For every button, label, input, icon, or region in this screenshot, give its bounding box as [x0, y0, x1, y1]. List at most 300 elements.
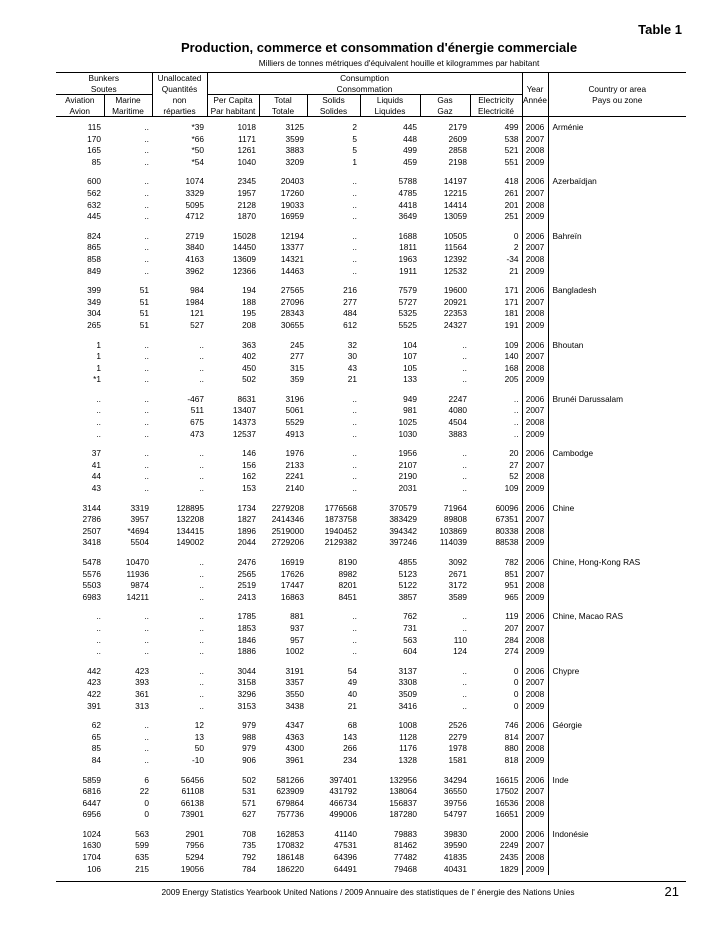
table-cell: 4504 [448, 417, 467, 428]
table-cell: 21 [347, 374, 357, 385]
year-cell: 2008 [522, 743, 548, 755]
table-cell: 115 [87, 122, 101, 132]
country-cell-empty [548, 351, 686, 363]
table-cell: .. [144, 634, 149, 645]
table-cell: 27 [509, 459, 519, 470]
country-name: Géorgie [548, 712, 686, 732]
table-cell: 4913 [285, 428, 304, 439]
country-cell-empty [548, 537, 686, 549]
table-cell: 124 [453, 646, 467, 657]
table-cell: 527 [190, 319, 204, 330]
country-cell-empty [548, 646, 686, 658]
table-cell: 2241 [285, 471, 304, 482]
table-row [56, 840, 686, 852]
page-subtitle: Milliers de tonnes métriques d'équivalent houille et kilogrammes par habitant [258, 58, 540, 68]
table-cell: 28343 [280, 308, 304, 319]
table-cell: 1008 [398, 720, 417, 731]
table-cell: 4418 [398, 199, 417, 210]
table-row [56, 417, 686, 429]
table-cell: 8982 [338, 568, 357, 579]
table-row [56, 712, 686, 732]
table-cell: 19033 [280, 199, 304, 210]
table-cell: 245 [290, 339, 304, 350]
table-cell: .. [144, 611, 149, 622]
table-cell: 17447 [280, 580, 304, 591]
table-cell: 274 [504, 646, 519, 657]
table-cell: 2179 [448, 122, 467, 132]
table-cell: 39830 [443, 828, 467, 839]
table-cell: .. [199, 688, 204, 699]
year-cell: 2008 [522, 580, 548, 592]
table-cell: 1128 [399, 731, 417, 742]
table-cell: 361 [135, 688, 149, 699]
country-cell-empty [548, 635, 686, 647]
country-cell-empty [548, 363, 686, 375]
table-cell: 3357 [285, 677, 304, 688]
table-cell: 6956 [82, 809, 101, 820]
table-row [56, 134, 686, 146]
table-cell: 41140 [334, 828, 357, 839]
year-cell: 2009 [522, 864, 548, 876]
header-liquids: Liquids [360, 95, 420, 106]
table-cell: .. [199, 591, 204, 602]
table-cell: 5325 [398, 308, 417, 319]
table-row [56, 495, 686, 515]
country-group [56, 603, 686, 657]
table-cell: 1 [96, 351, 101, 362]
header-electricite: Electricité [470, 106, 522, 117]
table-cell: .. [144, 242, 149, 253]
table-cell: .. [462, 471, 467, 482]
table-cell: .. [352, 211, 357, 222]
table-cell: 85 [91, 743, 101, 754]
table-cell: 8631 [237, 393, 256, 404]
table-cell: 85 [91, 156, 101, 167]
table-row [56, 569, 686, 581]
header-marine: Marine [104, 95, 152, 106]
year-cell: 2007 [522, 405, 548, 417]
table-cell: 153 [242, 483, 256, 494]
table-cell: 1704 [82, 852, 101, 863]
table-cell: 162853 [276, 828, 304, 839]
table-row [56, 188, 686, 200]
table-cell: .. [144, 351, 149, 362]
table-row [56, 145, 686, 157]
table-cell: .. [144, 483, 149, 494]
table-cell: 9874 [130, 580, 149, 591]
table-cell: 13609 [232, 253, 256, 264]
header-consommation: Consommation [207, 84, 522, 95]
table-cell: .. [144, 339, 149, 350]
country-cell-empty [548, 242, 686, 254]
table-cell: 563 [403, 634, 417, 645]
table-cell: 16536 [495, 797, 519, 808]
table-cell: 679864 [276, 797, 304, 808]
country-group [56, 821, 686, 875]
table-cell: 3438 [285, 700, 304, 711]
year-cell: 2007 [522, 242, 548, 254]
table-cell: .. [144, 187, 149, 198]
header-quantites: Quantités [152, 84, 207, 95]
year-cell: 2006 [522, 117, 548, 134]
table-cell: 782 [504, 557, 519, 567]
table-cell: 3883 [448, 428, 467, 439]
table-cell: .. [96, 646, 101, 657]
country-cell-empty [548, 200, 686, 212]
table-cell: 1911 [399, 265, 417, 276]
table-cell: 3044 [237, 665, 256, 676]
table-cell: 442 [87, 665, 101, 676]
table-row [56, 514, 686, 526]
table-cell: 3196 [285, 393, 304, 404]
table-cell: 104 [403, 339, 417, 350]
table-cell: 4712 [185, 211, 204, 222]
table-cell: 51 [139, 308, 149, 319]
country-group [56, 223, 686, 277]
table-cell: .. [352, 448, 357, 459]
table-cell: .. [352, 176, 357, 187]
table-cell: 3416 [398, 700, 417, 711]
table-cell: 423 [135, 665, 149, 676]
table-cell: 13377 [280, 242, 304, 253]
year-cell: 2007 [522, 351, 548, 363]
country-name: Chypre [548, 658, 686, 678]
country-group [56, 332, 686, 386]
table-row [56, 537, 686, 549]
table-cell: 132956 [389, 774, 417, 785]
table-cell: 5727 [398, 296, 417, 307]
country-cell-empty [548, 840, 686, 852]
table-cell: .. [144, 199, 149, 210]
table-cell: .. [144, 405, 149, 416]
year-cell: 2007 [522, 677, 548, 689]
table-cell: 979 [242, 743, 256, 754]
table-cell: 12215 [443, 187, 467, 198]
table-cell: 746 [504, 720, 519, 731]
table-cell: 2786 [82, 514, 101, 525]
table-cell: 4347 [285, 720, 304, 731]
table-cell: 79468 [393, 863, 417, 874]
table-cell: 5061 [285, 405, 304, 416]
table-cell: .. [462, 362, 467, 373]
table-row [56, 332, 686, 352]
country-cell-empty [548, 701, 686, 713]
table-cell: 0 [144, 809, 149, 820]
table-row [56, 798, 686, 810]
table-cell: 149002 [176, 537, 204, 548]
table-cell: 2671 [448, 568, 467, 579]
year-cell: 2008 [522, 308, 548, 320]
country-cell-empty [548, 460, 686, 472]
country-cell-empty [548, 483, 686, 495]
table-cell: 2249 [500, 840, 519, 851]
table-cell: 5529 [285, 417, 304, 428]
table-cell: 1829 [500, 863, 519, 874]
table-cell: 216 [343, 285, 357, 296]
table-cell: 128895 [176, 502, 204, 513]
table-cell: 109 [504, 339, 519, 350]
table-cell: 2031 [398, 483, 417, 494]
country-cell-empty [548, 677, 686, 689]
table-cell: 5788 [398, 176, 417, 187]
country-cell-empty [548, 798, 686, 810]
country-cell-empty [548, 417, 686, 429]
table-cell: 1040 [237, 156, 256, 167]
header-bunkers: Bunkers [88, 73, 119, 83]
table-row [56, 405, 686, 417]
table-cell: 4163 [185, 253, 204, 264]
table-row [56, 266, 686, 278]
table-cell: 599 [135, 840, 149, 851]
table-cell: .. [352, 428, 357, 439]
table-row [56, 242, 686, 254]
table-cell: 8201 [338, 580, 357, 591]
table-cell: 24327 [443, 319, 467, 330]
table-row [56, 386, 686, 406]
year-cell: 2009 [522, 537, 548, 549]
table-cell: 3153 [237, 700, 256, 711]
table-cell: 1811 [399, 242, 417, 253]
table-cell: .. [352, 405, 357, 416]
header-electricity: Electricity [470, 95, 522, 106]
table-cell: 0 [144, 797, 149, 808]
table-cell: 47531 [333, 840, 357, 851]
table-cell: 186220 [276, 863, 304, 874]
table-cell: 612 [343, 319, 357, 330]
table-cell: 65 [91, 731, 101, 742]
table-cell: 17502 [495, 786, 519, 797]
header-par-habitant: Par habitant [207, 106, 259, 117]
year-cell: 2006 [522, 767, 548, 787]
table-cell: 2413 [237, 591, 256, 602]
table-row [56, 592, 686, 604]
table-cell: .. [96, 393, 101, 404]
country-name: Chine [548, 495, 686, 515]
table-cell: 16959 [280, 211, 304, 222]
table-cell: 215 [135, 863, 149, 874]
table-cell: 234 [343, 754, 357, 765]
table-cell: 168 [504, 362, 519, 373]
table-cell: 0 [513, 677, 519, 688]
table-cell: 16615 [495, 774, 519, 785]
year-cell: 2009 [522, 701, 548, 713]
table-cell: .. [144, 253, 149, 264]
table-cell: 459 [403, 156, 417, 167]
table-cell: .. [96, 611, 101, 622]
table-cell: .. [352, 253, 357, 264]
table-cell: 0 [513, 230, 519, 241]
table-cell: 979 [242, 720, 256, 731]
table-cell: 5095 [185, 199, 204, 210]
country-cell-empty [548, 526, 686, 538]
year-cell: 2006 [522, 549, 548, 569]
table-cell: 10470 [125, 557, 149, 567]
table-cell: .. [462, 448, 467, 459]
header-annee: Année [523, 95, 548, 106]
year-cell: 2007 [522, 134, 548, 146]
table-cell: 2519000 [271, 525, 304, 536]
header-avion: Avion [56, 106, 104, 117]
table-cell: 1074 [185, 176, 204, 187]
table-cell: 1024 [82, 828, 101, 839]
table-cell: 2565 [237, 568, 256, 579]
table-cell: 133 [403, 374, 417, 385]
country-cell-empty [548, 755, 686, 767]
country-group [56, 549, 686, 603]
table-cell: .. [352, 459, 357, 470]
table-cell: .. [96, 634, 101, 645]
table-cell: 14321 [280, 253, 304, 264]
table-cell: 30655 [280, 319, 304, 330]
table-cell: 62 [91, 720, 101, 731]
table-cell: 73901 [180, 809, 204, 820]
table-cell: 188 [242, 296, 256, 307]
table-cell: .. [144, 448, 149, 459]
country-group [56, 386, 686, 440]
table-cell: 3172 [448, 580, 467, 591]
table-cell: 2345 [237, 176, 256, 187]
table-cell: 2729206 [271, 537, 304, 548]
table-cell: 13407 [232, 405, 256, 416]
table-cell: .. [199, 351, 204, 362]
table-row [56, 320, 686, 332]
table-cell: 2476 [237, 557, 256, 567]
table-cell: .. [199, 611, 204, 622]
table-cell: 5294 [185, 852, 204, 863]
year-cell: 2006 [522, 332, 548, 352]
table-cell: 6 [144, 774, 149, 785]
table-cell: 5504 [130, 537, 149, 548]
country-name: Inde [548, 767, 686, 787]
table-cell: 60096 [495, 502, 519, 513]
table-cell: 3308 [398, 677, 417, 688]
table-cell: .. [352, 622, 357, 633]
table-cell: 431792 [329, 786, 357, 797]
country-name: Bhoutan [548, 332, 686, 352]
table-cell: 1940452 [324, 525, 357, 536]
table-cell: 30 [347, 351, 357, 362]
table-cell: 473 [190, 428, 204, 439]
table-cell: 2247 [448, 393, 467, 404]
table-cell: 1030 [398, 428, 417, 439]
table-cell: 3209 [285, 156, 304, 167]
table-cell: .. [462, 611, 467, 622]
year-cell: 2007 [522, 569, 548, 581]
table-cell: 2128 [237, 199, 256, 210]
table-cell: 277 [343, 296, 357, 307]
table-cell: 2198 [448, 156, 467, 167]
table-row [56, 743, 686, 755]
table-cell: 632 [87, 199, 101, 210]
table-cell: 14450 [232, 242, 256, 253]
table-cell: .. [352, 230, 357, 241]
table-cell: .. [352, 242, 357, 253]
table-row [56, 223, 686, 243]
country-group [56, 168, 686, 222]
table-cell: 3144 [82, 502, 101, 513]
country-cell-empty [548, 145, 686, 157]
table-cell: 2 [352, 122, 357, 132]
header-unallocated: Unallocated [152, 73, 207, 84]
table-cell: 393 [135, 677, 149, 688]
table-cell: 349 [87, 296, 101, 307]
table-cell: .. [352, 646, 357, 657]
table-cell: 7956 [185, 840, 204, 851]
table-cell: 818 [504, 754, 519, 765]
country-group [56, 495, 686, 549]
table-cell: 20921 [443, 296, 467, 307]
table-cell: 54797 [443, 809, 467, 820]
table-cell: 881 [290, 611, 304, 622]
table-cell: 16919 [280, 557, 304, 567]
table-row [56, 809, 686, 821]
table-cell: 499 [403, 145, 417, 156]
table-cell: 370579 [389, 502, 417, 513]
table-cell: 261 [504, 187, 519, 198]
table-cell: .. [144, 393, 149, 404]
table-cell: .. [199, 448, 204, 459]
table-cell: .. [352, 483, 357, 494]
table-cell: 146 [242, 448, 256, 459]
table-row [56, 168, 686, 188]
table-cell: 3957 [130, 514, 149, 525]
table-cell: 445 [87, 211, 101, 222]
table-row [56, 471, 686, 483]
table-cell: 5503 [82, 580, 101, 591]
table-cell: 64396 [333, 852, 357, 863]
table-cell: .. [144, 133, 149, 144]
table-cell: 191 [504, 319, 519, 330]
table-cell: 12 [194, 720, 204, 731]
country-group [56, 117, 686, 169]
table-cell: 981 [403, 405, 417, 416]
country-cell-empty [548, 471, 686, 483]
table-cell: 138064 [389, 786, 417, 797]
table-cell: 11936 [126, 568, 149, 579]
year-cell: 2006 [522, 712, 548, 732]
table-cell: 6983 [82, 591, 101, 602]
header-aviation: Aviation [65, 95, 95, 106]
table-cell: 71964 [443, 502, 467, 513]
table-cell: .. [96, 405, 101, 416]
table-cell: 11564 [444, 242, 467, 253]
table-cell: 1963 [398, 253, 417, 264]
table-cell: 951 [504, 580, 519, 591]
table-cell: 10505 [443, 230, 467, 241]
table-row [56, 157, 686, 169]
year-cell: 2009 [522, 211, 548, 223]
table-cell: 1870 [237, 211, 256, 222]
year-cell: 2008 [522, 526, 548, 538]
table-cell: 39590 [443, 840, 467, 851]
table-cell: .. [144, 731, 149, 742]
table-cell: 1018 [237, 122, 256, 132]
country-cell-empty [548, 266, 686, 278]
table-row [56, 732, 686, 744]
table-cell: .. [144, 743, 149, 754]
table-cell: 156 [242, 459, 256, 470]
country-cell-empty [548, 689, 686, 701]
table-cell: 2279208 [271, 502, 304, 513]
table-cell: 109 [504, 483, 519, 494]
table-cell: .. [199, 374, 204, 385]
table-cell: 0 [513, 665, 519, 676]
table-cell: 88538 [495, 537, 519, 548]
year-cell: 2009 [522, 646, 548, 658]
table-cell: 466734 [329, 797, 357, 808]
table-cell: .. [144, 265, 149, 276]
table-cell: 1171 [238, 133, 256, 144]
